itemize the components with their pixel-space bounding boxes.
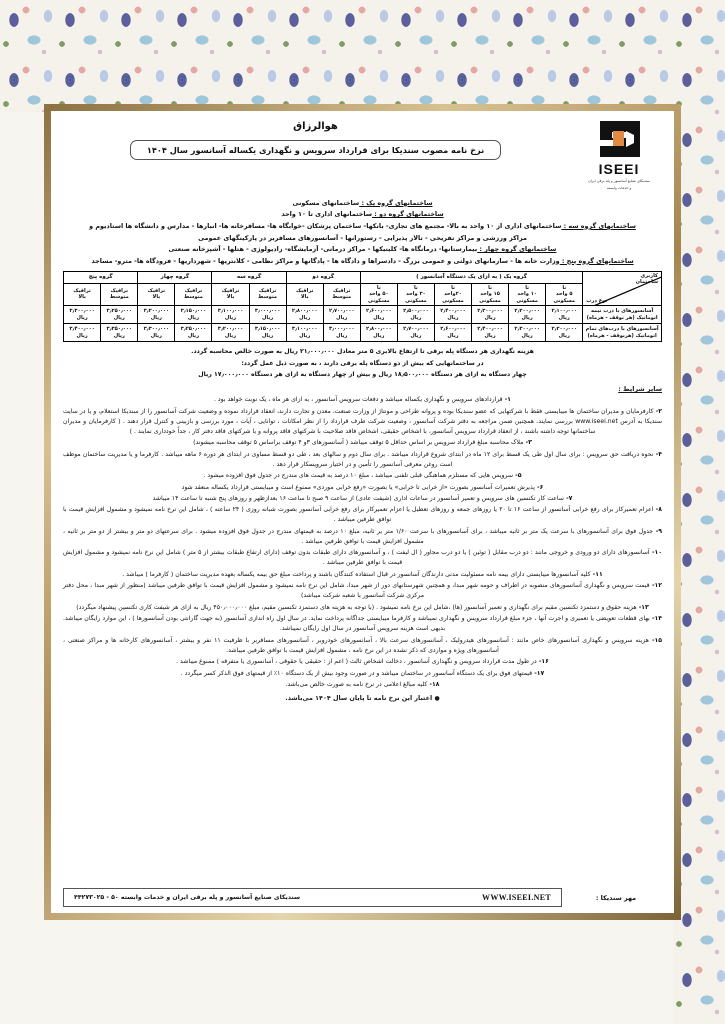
price-currency: ریال [447, 314, 459, 321]
clause-number: ۱۲- [649, 582, 662, 590]
rate-table-group-header: گروه دو [286, 271, 360, 283]
table-row [64, 324, 662, 342]
clause-text: قیمتهای فوق برای یک دستگاه آسانسور در ساختمان میباشد و در صورت وجود بیش از یک دستگاه ۱۰٪ از قیمتهای فوق الذکر کسر میگردد . [180, 669, 533, 677]
group-definition-line [63, 222, 662, 231]
logo-subtitle-line1: سندیکای صنایع آسانسور و پله برقی ایران [588, 179, 650, 183]
document-footer [63, 888, 662, 907]
rate-table-sub-header: تا ۱۵ واحد مسکونی [472, 283, 509, 305]
price-currency: ریال [484, 314, 496, 321]
price-amount: ۲٫۸۰۰٫۰۰۰ [366, 326, 392, 333]
rate-table-group-header: گروه چهار [138, 271, 212, 283]
logo-subtitle-line2: و خدمات وابسته [606, 186, 632, 191]
clause-item [63, 450, 662, 470]
price-currency: ریال [224, 314, 237, 321]
group-definition-text: ساختمانهای اداری تا ۱۰ واحد [281, 210, 373, 219]
clause-number: ۳- [523, 439, 532, 447]
rate-table-price-cell [249, 324, 286, 342]
clause-number: ۸- [653, 506, 663, 514]
price-amount: ۲٫۱۰۰٫۰۰۰ [551, 308, 578, 315]
price-amount: ۲٫۶۰۰٫۰۰۰ [366, 308, 392, 315]
document-header [63, 117, 662, 192]
clause-number: ۷- [563, 495, 573, 503]
price-amount: ۲٫۳۰۰٫۰۰۰ [514, 326, 540, 333]
rate-table-price-cell [101, 305, 138, 323]
group-definition-label: ساختمانهای گروه یک : [359, 198, 433, 207]
price-currency: ریال [521, 332, 533, 339]
rate-table-price-cell [212, 324, 249, 342]
page-title: نرخ نامه مصوب سندیکا برای قرارداد سرویس و نگهداری یکساله آسانسور سال ۱۴۰۴ [130, 140, 501, 160]
rate-table-group-header: گروه پنج [64, 271, 138, 283]
rate-table [63, 271, 662, 343]
clause-item [63, 548, 662, 568]
document-sheet [51, 111, 674, 913]
rate-table-sub-header-row [64, 283, 662, 305]
rate-table-price-cell [472, 324, 509, 342]
price-currency: ریال [76, 332, 88, 339]
rate-table-price-cell [509, 305, 546, 323]
price-currency: ریال [187, 314, 200, 321]
clause-text: نحوه دریافت حق سرویس : برای سال اول طی یک قسط برای ۱۲ ماه در ابتدای شروع قرارداد میباشد . برای سال دوم و سالهای بعد ، طی دو قسط مساوی در ابتدای هر دوره ۶ ماهه میباشد . کارفرما و یا مدیریت ساختمان موظف است روغن معرفی آسانسور را تأمین و در اختیار سرویسکار قرار دهد . [63, 450, 654, 468]
price-amount: ۲٫۶۰۰٫۰۰۰ [440, 326, 466, 333]
clause-text: هزینه سرویس و نگهداری آسانسورهای خاص مانند : آسانسورهای هیدرولیک ، آسانسورهای سرعت بالا ، آسانسورهای خودروبر ، آسانسورهای مسافربر با ظرفیت ۱۱ نفر و بیشتر ، آسانسورهای کارخانه ها و مراکز صنعتی ، آسانسورهای ویژه و مواردی که ذکر نشده در این نرخ نامه ، مشمول افزایش قیمت با توافق طرفین میباشد. [63, 636, 649, 654]
group-definitions [63, 199, 662, 266]
clause-item [63, 570, 662, 580]
rate-table-sub-header: ترافیک متوسط [175, 283, 212, 305]
clause-number: ۱۷- [532, 669, 545, 677]
price-amount: ۳٫۳۰۰٫۰۰۰ [69, 308, 95, 315]
group-definition-text: وزارت خانه ها - سازمانهای دولتی و عمومی بزرگ - دادسراها و دادگاه ها - پادگانها و مراکز نظامی - کلانتریها - شهرداریها - فرودگاه ها- مترو- مساجد [91, 256, 560, 265]
clause-text: در طول مدت قرارداد سرویس و نگهداری آسانسور ، دخالت اشخاص ثالث ( اعم از : حقیقی یا حقوقی ، آسانسوری یا متفرقه ) ممنوع میباشد . [176, 658, 537, 666]
clause-text: هزینه حقوق و دستمزد تکنسین مقیم برای نگهداری و تعمیر آسانسور (ها) ،شامل این نرخ نامه نمیشود . (با توجه به هزینه های دستمزد تکنسین مقیم، مبلغ ۴۵۰٫۰۰۰٫۰۰۰ ریال به ازای هر شیفت کاری تکنسین پیشنهاد میگردد) [76, 603, 637, 611]
under-table-note: در ساختمانهایی که بیش از دو دستگاه پله برقی دارند ، به صورت ذیل عمل گردد: [241, 359, 484, 367]
rate-table-price-cell [212, 305, 249, 323]
price-currency: ریال [262, 314, 274, 321]
clause-item [63, 603, 662, 613]
price-amount: ۳٫۴۰۰٫۰۰۰ [69, 326, 95, 333]
clause-number: ۱- [502, 396, 512, 404]
under-table-notes [63, 348, 662, 380]
price-currency: ریال [150, 314, 162, 321]
clauses-section [63, 385, 662, 702]
group-definition-line [63, 210, 662, 219]
rate-table-sub-header: تا ۵ واحد مسکونی [546, 283, 583, 305]
price-currency: ریال [447, 332, 459, 339]
clause-text: بهای قطعات تعویضی یا تعمیری و اجرت آنها ، جزء مبلغ قرارداد سرویس و نگهداری نمیباشد و کارفرما میبایستی جداگانه پرداخت نماید. در سال اول راه اندازی آسانسور (به جهت گارانتی بودن آسانسورها ) ، این موارد رایگان میباشد. بدیهی است هزینه سرویس آسانسور در سال اول رایگان نمیباشد. [63, 615, 650, 633]
rate-table-sub-header: تا ۲۰واحد مسکونی [434, 283, 471, 305]
clause-item [63, 581, 662, 601]
group-definition-text: بیمارستانها- درمانگاه ها- کلینیکها - مراکز درمانی- آزمایشگاه- رادیولوژی - هتلها - آشپزخانه صنعتی [168, 245, 478, 254]
clause-number: ۵- [513, 472, 522, 480]
clause-item [63, 494, 662, 504]
price-currency: ریال [113, 314, 125, 321]
group-definition-label: ساختمانهای گروه دو : [372, 210, 444, 219]
price-amount: ۳٫۳۵۰٫۰۰۰ [106, 326, 133, 333]
clause-text: اعزام تعمیرکار برای رفع خرابی آسانسور از ساعت ۱۶ تا ۲۰ یا روزهای جمعه و روزهای تعطیل یا اعزام تعمیرکار برای رفع خرابی آسانسور بصورت شبانه روزی ( ۲۴ ساعته ) ، شامل این نرخ نامه نمیشود و مشمول افزایش قیمت با توافق طرفین میباشد . [63, 506, 654, 524]
basmala-text: هوالرزاق [293, 121, 338, 132]
price-currency: ریال [150, 332, 162, 339]
clause-item [63, 614, 662, 634]
rate-table-price-cell [138, 324, 175, 342]
clause-number: ۱۶- [536, 658, 549, 666]
rate-table-price-cell [472, 305, 509, 323]
rate-table-sub-header: تا ۳۰ واحد مسکونی [397, 283, 434, 305]
validity-note-text: اعتبار این نرخ نامه تا پایان سال ۱۴۰۴ می‌باشد. [285, 693, 433, 702]
rate-table-price-cell [64, 324, 101, 342]
price-amount: ۲٫۲۰۰٫۰۰۰ [514, 308, 540, 315]
clause-item [63, 438, 662, 448]
rate-table-sub-header: ترافیک بالا [138, 283, 175, 305]
rate-table-price-cell [249, 305, 286, 323]
clause-text: قیمت سرویس و نگهداری آسانسورهای منصوبه در اطراف و حومه شهر مبدا، و همچنین شهرستانهای دور از شهر مبدا، شامل این نرخ نامه نمیشود و مشمول افزایش قیمت با توافق طرفین میباشد (منظور از شهر مبدا ، محل دفتر مرکزی شرکت آسانسور یا شعبه شرکت میباشد) [63, 582, 650, 600]
price-amount: ۳٫۰۰۰٫۰۰۰ [254, 308, 281, 315]
price-amount: ۳٫۱۵۰٫۰۰۰ [180, 308, 207, 315]
rate-table-price-cell [64, 305, 101, 323]
price-amount: ۳٫۰۰۰٫۰۰۰ [328, 326, 355, 333]
clause-text: آسانسورهای دارای دو ورودی و خروجی مانند : دو درب مقابل ( توئین ) یا دو درب مجاور ( ال لیفت ) ، و آسانسورهای دارای طبقات بدون توقف (دارای ارتفاع طبقات بیشتر از ۵ متر ) شامل این نرخ نامه نمیشود و مشمول افزایش قیمت با توافق طرفین میباشد . [63, 549, 650, 567]
clause-text: کلیه آسانسورها میبایستی دارای بیمه نامه مسئولیت مدنی دارندگان آسانسور در قبال استفاده کنندگان باشند و پرداخت مبلغ حق بیمه یکساله بعهده مدیریت ساختمان ( کارفرما ) میباشد . [122, 570, 591, 578]
price-amount: ۲٫۲۰۰٫۰۰۰ [551, 326, 578, 333]
group-definition-text: مراکز ورزشی و مراکز تفریحی - تالار پذیرایی - رستورانها - آسانسورهای مسافربر در پارکینگهای عمومی [198, 233, 527, 242]
rate-table-sub-header: ترافیک بالا [64, 283, 101, 305]
price-currency: ریال [299, 332, 311, 339]
table-row [64, 305, 662, 323]
clause-item [63, 527, 662, 547]
price-amount: ۲٫۷۰۰٫۰۰۰ [403, 326, 429, 333]
rate-table-sub-header: ترافیک بالا [212, 283, 249, 305]
group-definition-line [63, 245, 662, 254]
rate-table-row-label: آسانسورهای با درب‌های تمام اتوماتیک (هرتوقف - هرماه) [583, 324, 662, 342]
under-table-note: هزینه نگهداری هر دستگاه پله برقی تا ارتفاع بالابری ۵ متر معادل ۲۱٫۰۰۰٫۰۰۰ ریال به صورت خالص محاسبه گردد. [191, 348, 534, 356]
clause-text: کارفرمایان و مدیران ساختمان ها میبایستی فقط با شرکتهایی که عضو سندیکا بوده و پروانه طراحی و مونتاژ از وزارت صنعت، معدن و تجارت دارند، انعقاد قرارداد نموده و وضعیت شرکت آسانسور را از سندیکا استعلام، و یا در سایت سندیکا به آدرس www.iseei.net بررسی نمایند. همچنین ضمن مراجعه به دفتر شرکت آسانسور ، وضعیت شرکت طرف قرارداد را از نظر امکانات ، توانایی ، آیات ، مورد بررسی و بازبینی و کنترل قرار دهند . ( کارفرمایان و مدیران ساختمانها توجه داشته باشند ، از انعقاد قرارداد سرویس آسانسور، با اشخاص حقیقی، اشخاص فاقد صلاحیت با شرکتهای فاقد پروانه و یا شرکتهای فاقد دفتر کار ، جداً خودداری نمایند . ) [63, 407, 663, 435]
price-amount: ۲٫۳۰۰٫۰۰۰ [477, 308, 503, 315]
clause-number: ۲- [653, 407, 662, 415]
rate-table-price-cell [434, 324, 471, 342]
rate-table-price-cell [286, 324, 323, 342]
rate-table-price-cell [286, 305, 323, 323]
price-amount: ۲٫۸۰۰٫۰۰۰ [291, 308, 318, 315]
clause-text: پذیرش تعمیرات آسانسور بصورت «از خرابی تا خرابی» یا بصورت «رفع خرابی موردی» ممنوع است و میبایستی قرارداد یکساله منعقد شود [181, 483, 535, 491]
footer-website: WWW.ISEEI.NET [482, 893, 551, 902]
price-amount: ۳٫۲۰۰٫۰۰۰ [143, 308, 170, 315]
clause-number: ۱۱- [590, 570, 603, 578]
price-currency: ریال [76, 314, 88, 321]
rate-table-price-cell [138, 305, 175, 323]
rate-table-price-cell [360, 324, 397, 342]
price-currency: ریال [336, 332, 348, 339]
price-amount: ۳٫۱۵۰٫۰۰۰ [254, 326, 281, 333]
clause-text: جدول فوق برای آسانسورهای با سرعت یک متر بر ثانیه میباشد ، برای آسانسورهای با سرعت ۱/۶۰ متر بر ثانیه، مبلغ ۱۰ درصد به قیمتهای مندرج در جدول فوق افزوده میشود . برای سرعتهای دو متر و بیشتر از دو متر بر ثانیه ، مشمول افزایش قیمت با توافق طرفین میباشد . [63, 527, 654, 545]
rate-table-price-cell [175, 324, 212, 342]
clause-number: ۹- [653, 527, 663, 535]
price-amount: ۲٫۵۰۰٫۰۰۰ [403, 308, 429, 315]
rate-table-head [64, 271, 662, 305]
clause-item [63, 505, 662, 525]
group-definition-line [63, 199, 662, 208]
clause-text: ساعت کار تکنسین های سرویس و تعمیر آسانسور در ساعات اداری (شیفت عادی) از ساعت ۹ صبح تا ساعت ۱۶ بعدازظهر و روزهای پنج شنبه تا ساعت ۱۴ میباشد [152, 495, 564, 503]
rate-table-corner-cell [583, 271, 662, 305]
rate-table-price-cell [360, 305, 397, 323]
price-currency: ریال [373, 332, 385, 339]
rate-table-price-cell [323, 324, 360, 342]
rate-table-price-cell [546, 324, 583, 342]
price-amount: ۳٫۲۰۰٫۰۰۰ [217, 326, 244, 333]
rate-table-price-cell [397, 324, 434, 342]
rate-table-price-cell [434, 305, 471, 323]
clause-text: کلیه مبالغ اعلامی در نرخ نامه به صورت خالص می‌باشد. [285, 680, 428, 688]
clause-item [63, 407, 662, 437]
rate-table-price-cell [175, 305, 212, 323]
rate-table-sub-header: ترافیک بالا [286, 283, 323, 305]
rate-table-body [64, 305, 662, 341]
group-definition-line [63, 257, 662, 266]
clause-item [63, 471, 662, 481]
price-currency: ریال [113, 332, 125, 339]
price-amount: ۳٫۱۰۰٫۰۰۰ [291, 326, 318, 333]
price-amount: ۲٫۴۰۰٫۰۰۰ [477, 326, 503, 333]
rate-table-sub-header: ترافیک متوسط [101, 283, 138, 305]
price-currency: ریال [224, 332, 237, 339]
clauses-list [63, 395, 662, 690]
under-table-note: چهار دستگاه به ازای هر دستگاه ۱۸٫۵۰۰٫۰۰۰ ریال و بیش از چهار دستگاه به ازای هر دستگاه ۱۷٫۰۰۰٫۰۰۰ ریال [198, 371, 527, 379]
group-definition-text: ساختمانهای اداری از ۱۰ واحد به بالا- مجتمع های تجاری- بانکها- ساختمان پزشکان -خوابگاه ها- مسافرخانه ها- انبارها - مدارس و دانشگاه ها استادیوم و [89, 221, 562, 230]
rate-table-price-cell [546, 305, 583, 323]
bullet-icon: ● [434, 694, 440, 702]
clause-item [63, 657, 662, 667]
price-currency: ریال [558, 314, 570, 321]
clause-item [63, 395, 662, 405]
logo-block [576, 117, 662, 192]
price-amount: ۲٫۴۰۰٫۰۰۰ [440, 308, 466, 315]
iseei-logo-icon [596, 119, 642, 159]
clause-item [63, 483, 662, 493]
footer-box [63, 888, 562, 907]
clause-number: ۱۴- [649, 615, 663, 623]
clause-text: سرویس هایی که مستلزم هماهنگی قبلی تلفنی میباشد ، مبلغ ۱۰ درصد به قیمت های مندرج در جدول فوق افزوده میشود . [203, 472, 514, 480]
price-amount: ۳٫۲۵۰٫۰۰۰ [180, 326, 207, 333]
clause-item [63, 636, 662, 656]
corner-bottom-label: نوع درب [586, 297, 608, 304]
price-currency: ریال [336, 314, 348, 321]
clause-item [63, 680, 662, 690]
price-amount: ۳٫۲۵۰٫۰۰۰ [106, 308, 133, 315]
price-currency: ریال [410, 314, 422, 321]
price-amount: ۳٫۳۰۰٫۰۰۰ [143, 326, 170, 333]
clause-number: ۴- [653, 450, 663, 458]
price-currency: ریال [373, 314, 385, 321]
group-definition-text: ساختمانهای مسکونی [292, 198, 360, 207]
validity-note [63, 694, 662, 702]
group-definition-label: ساختمانهای گروه سه : [561, 221, 636, 230]
rate-table-group-header: گروه یک ( به ازای یک دستگاه آسانسور ) [360, 271, 582, 283]
price-currency: ریال [484, 332, 496, 339]
rate-table-row-label: آسانسورهای با درب نیمه اتوماتیک (هر توقف - هرماه) [583, 305, 662, 323]
rate-table-price-cell [397, 305, 434, 323]
rate-table-sub-header: ترافیک متوسط [323, 283, 360, 305]
stamp-label: مهر سندیکا : [595, 893, 637, 902]
clause-number: ۱۵- [648, 636, 663, 644]
clause-number: ۱۸- [427, 680, 440, 688]
clauses-heading: سایر شرایط : [618, 385, 662, 394]
rate-table-price-cell [323, 305, 360, 323]
rate-table-sub-header: تا ۵۰ واحد مسکونی [360, 283, 397, 305]
corner-top-label: کاربری ساختمان [635, 272, 658, 286]
rate-table-price-cell [101, 324, 138, 342]
price-amount: ۲٫۷۰۰٫۰۰۰ [328, 308, 355, 315]
clause-number: ۱۰- [649, 549, 662, 557]
price-amount: ۳٫۱۰۰٫۰۰۰ [217, 308, 244, 315]
rate-table-sub-header: ترافیک متوسط [249, 283, 286, 305]
footer-organization: سندیکای صنایع آسانسور و پله برقی ایران و خدمات وابسته ۵۰ - ۴۴۲۷۳۰۲۵ [74, 894, 301, 901]
price-currency: ریال [521, 314, 533, 321]
border-ornament-bottom [0, 0, 725, 112]
price-currency: ریال [262, 332, 274, 339]
price-currency: ریال [558, 332, 570, 339]
header-center [63, 117, 568, 160]
group-definition-label: ساختمانهای گروه چهار : [477, 245, 557, 254]
clause-number: ۶- [534, 483, 544, 491]
group-definition-label: ساختمانهای گروه پنج : [559, 256, 634, 265]
price-currency: ریال [299, 314, 311, 321]
logo-acronym: ISEEI [598, 161, 640, 177]
clause-item [63, 669, 662, 679]
rate-table-price-cell [509, 324, 546, 342]
rate-table-group-header: گروه سه [212, 271, 286, 283]
price-currency: ریال [187, 332, 200, 339]
price-currency: ریال [410, 332, 422, 339]
group-definition-line [63, 234, 662, 243]
rate-table-group-header-row [64, 271, 662, 283]
clause-text: ملاک محاسبه مبلغ قرارداد سرویس بر اساس حداقل ۵ توقف میباشد ( آسانسورهای ۳و ۴ توقف براساس ۵ توقف محاسبه میشوند) [193, 439, 524, 447]
clause-text: قراردادهای سرویس و نگهداری یکساله میباشد و دفعات سرویس آسانسور ، به ازای هر ماه ، یک نوبت خواهد بود . [213, 396, 503, 404]
clause-number: ۱۳- [636, 603, 649, 611]
rate-table-sub-header: تا ۱۰ واحد مسکونی [509, 283, 546, 305]
